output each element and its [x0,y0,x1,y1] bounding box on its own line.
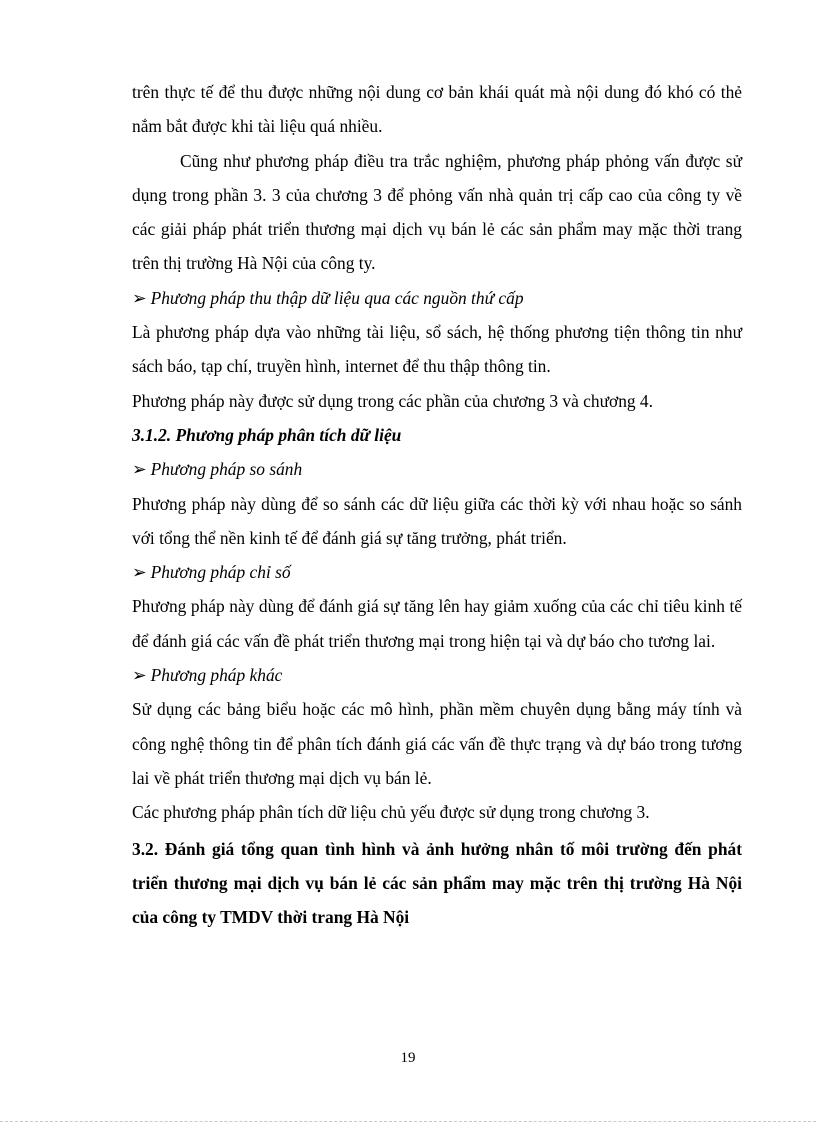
document-body [132,75,742,934]
bullet-secondary-data [132,281,742,315]
paragraph-other: Sử dụng các bảng biểu hoặc các mô hình, phần mềm chuyên dụng bằng máy tính và công nghệ thông tin để phân tích đánh giá các vấn đề thực trạng và dự báo trong tương lai về phát triển thương mại dịch vụ bán lẻ. [132,699,742,788]
section-heading-3-2: 3.2. Đánh giá tổng quan tình hình và ảnh hưởng nhân tố môi trường đến phát triển thương mại dịch vụ bán lẻ các sản phẩm may mặc trên thị trường Hà Nội của công ty TMDV thời trang Hà Nội [132,838,742,928]
paragraph-summary: Các phương pháp phân tích dữ liệu chủ yếu được sử dụng trong chương 3. [132,802,650,823]
bullet-label: Phương pháp so sánh [150,459,303,480]
paragraph-index: Phương pháp này dùng để đánh giá sự tăng lên hay giảm xuống của các chỉ tiêu kinh tế để đánh giá các vấn đề phát triển thương mại trong hiện tại và dự báo cho tương lai. [132,596,742,651]
bullet-comparison [132,452,742,486]
page-edge-divider [0,1121,816,1122]
bullet-index [132,555,742,589]
bullet-label: Phương pháp thu thập dữ liệu qua các nguồn thứ cấp [150,287,524,308]
bullet-other [132,658,742,692]
bullet-label: Phương pháp khác [150,665,283,686]
paragraph-comparison: Phương pháp này dùng để so sánh các dữ liệu giữa các thời kỳ với nhau hoặc so sánh với tổng thể nền kinh tế để đánh giá sự tăng trưởng, phát triển. [132,493,742,548]
paragraph-continuation: trên thực tế để thu được những nội dung cơ bản khái quát mà nội dung đó khó có thẻ nắm bắt được khi tài liệu quá nhiều. [132,82,742,137]
page-number: 19 [400,1050,416,1066]
paragraph-interview-method: Cũng như phương pháp điều tra trắc nghiệm, phương pháp phỏng vấn được sử dụng trong phần 3. 3 của chương 3 để phỏng vấn nhà quản trị cấp cao của công ty về các giải pháp phát triển thương mại dịch vụ bán lẻ các sản phẩm may mặc thời trang trên thị trường Hà Nội của công ty. [132,150,742,274]
arrow-bullet-icon: ➢ [132,562,147,583]
bullet-label: Phương pháp chỉ số [150,562,291,583]
paragraph-secondary-usage: Phương pháp này được sử dụng trong các phần của chương 3 và chương 4. [132,390,653,411]
arrow-bullet-icon: ➢ [132,459,147,480]
section-heading-3-1-2: 3.1.2. Phương pháp phân tích dữ liệu [132,424,402,445]
paragraph-secondary-definition: Là phương pháp dựa vào những tài liệu, sổ sách, hệ thống phương tiện thông tin như sách báo, tạp chí, truyền hình, internet để thu thập thông tin. [132,322,742,377]
arrow-bullet-icon: ➢ [132,287,147,308]
arrow-bullet-icon: ➢ [132,665,147,686]
